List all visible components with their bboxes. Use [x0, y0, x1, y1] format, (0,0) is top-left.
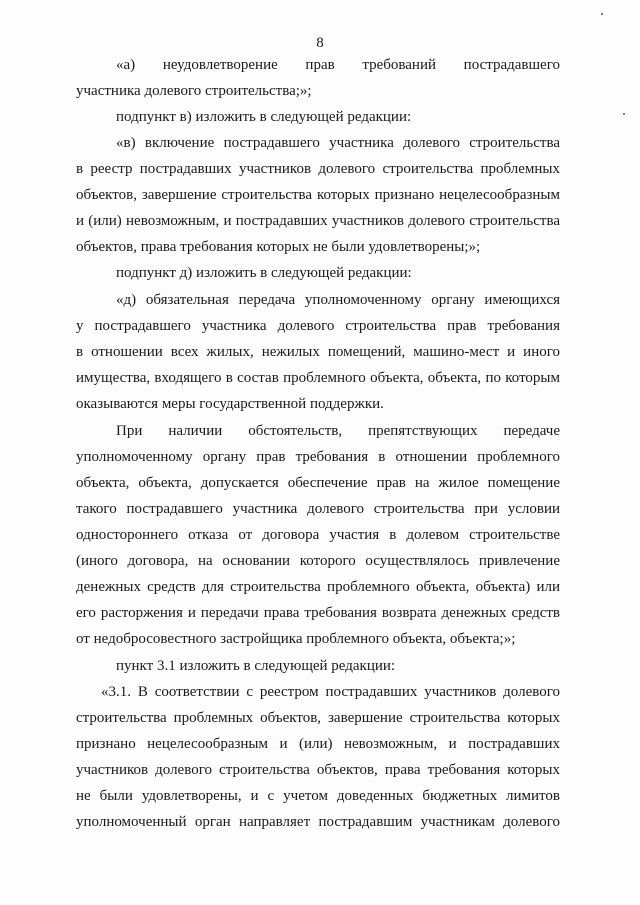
text-line: «д) обязательная передача уполномоченному органу имеющихся [116, 292, 560, 308]
text-line: объектов, права требования которых не были удовлетворены;»; [76, 239, 481, 255]
text-line: в отношении всех жилых, нежилых помещений, машино-мест и иного [76, 344, 560, 360]
text-line: одностороннего отказа от договора участия в долевом строительстве [76, 527, 560, 543]
text-line: «а) неудовлетворение прав требований пострадавшего [116, 57, 560, 73]
text-line: «в) включение пострадавшего участника долевого строительства [116, 135, 560, 151]
text-line: у пострадавшего участника долевого строительства прав требования [76, 318, 560, 334]
text-line: не были удовлетворены, и с учетом доведенных бюджетных лимитов [76, 788, 560, 804]
text-line: признано нецелесообразным и (или) невозможным, и пострадавших [76, 736, 560, 752]
scan-speck [601, 13, 603, 15]
text-line: При наличии обстоятельств, препятствующих передаче [116, 423, 560, 439]
text-line: объекта, объекта, допускается обеспечение прав на жилое помещение [76, 475, 560, 491]
text-line: оказываются меры государственной поддержки. [76, 396, 384, 412]
text-line: (иного договора, на основании которого осуществлялось привлечение [76, 553, 560, 569]
text-line: уполномоченному органу прав требования в отношении проблемного [76, 449, 560, 465]
text-line: и (или) невозможным, и пострадавших участников долевого строительства [76, 213, 560, 229]
text-line: его расторжения и передачи права требования возврата денежных средств [76, 605, 560, 621]
text-line: объектов, завершение строительства которых признано нецелесообразным [76, 187, 560, 203]
text-line: в реестр пострадавших участников долевого строительства проблемных [76, 161, 560, 177]
text-line: денежных средств для строительства проблемного объекта, объекта) или [76, 579, 560, 595]
text-line: строительства проблемных объектов, завершение строительства которых [76, 710, 560, 726]
text-line: такого пострадавшего участника долевого строительства при условии [76, 501, 560, 517]
text-line: участников долевого строительства объектов, права требования которых [76, 762, 560, 778]
text-line: подпункт в) изложить в следующей редакции: [116, 109, 412, 125]
text-line: пункт 3.1 изложить в следующей редакции: [116, 658, 396, 674]
text-line: уполномоченный орган направляет пострадавшим участникам долевого [76, 814, 560, 830]
text-line: от недобросовестного застройщика проблемного объекта, объекта;»; [76, 631, 516, 647]
scan-speck [623, 113, 625, 115]
page-number: 8 [316, 35, 324, 51]
text-line: «3.1. В соответствии с реестром пострадавших участников долевого [101, 684, 560, 700]
text-line: подпункт д) изложить в следующей редакции: [116, 265, 412, 281]
text-line: имущества, входящего в состав проблемного объекта, объекта, по которым [76, 370, 560, 386]
text-line: участника долевого строительства;»; [76, 83, 312, 99]
